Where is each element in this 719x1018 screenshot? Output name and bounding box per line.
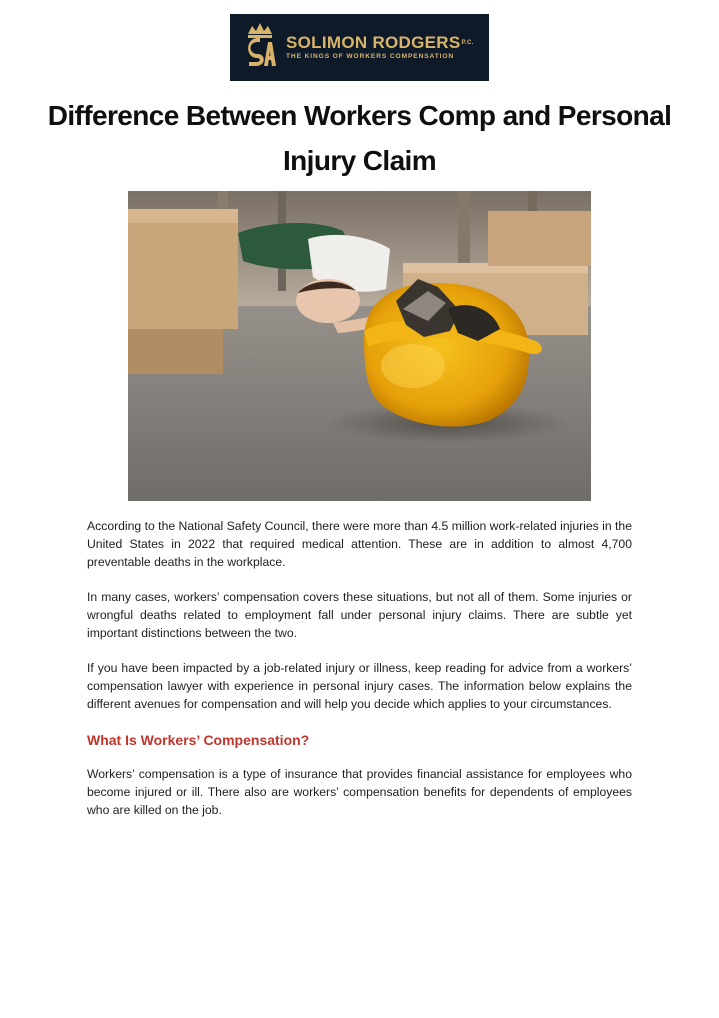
crown-monogram-icon: [240, 20, 280, 76]
article-title: Difference Between Workers Comp and Personal Injury Claim: [47, 100, 672, 176]
company-logo: [230, 14, 489, 81]
paragraph: In many cases, workers’ compensation covers these situations, but not all of them. Some injuries or wrongful deaths related to employment fall under personal injury claims. There are subtle yet important distinctions between the two.: [87, 589, 632, 640]
hero-image: [128, 191, 591, 501]
paragraph: If you have been impacted by a job-related injury or illness, keep reading for advice from a workers’ compensation lawyer with experience in personal injury cases. The information below explains the different avenues for compensation and will help you decide which applies to your circumstances.: [87, 660, 632, 711]
article-body: [87, 518, 632, 837]
paragraph: Workers’ compensation is a type of insurance that provides financial assistance for employees who become injured or ill. There also are workers’ compensation benefits for dependents of employees who are killed on the job.: [87, 766, 632, 817]
section-heading: What Is Workers’ Compensation?: [87, 731, 310, 748]
logo-tagline: THE KINGS OF WORKERS COMPENSATION: [286, 52, 455, 60]
logo-company-name: SOLIMON $RODGERS^{P.C.}$: [286, 32, 474, 52]
paragraph: According to the National Safety Council, there were more than 4.5 million work-related injuries in the United States in 2022 that required medical attention. These are in addition to almost 4,700 preventable deaths in the workplace.: [87, 519, 632, 569]
